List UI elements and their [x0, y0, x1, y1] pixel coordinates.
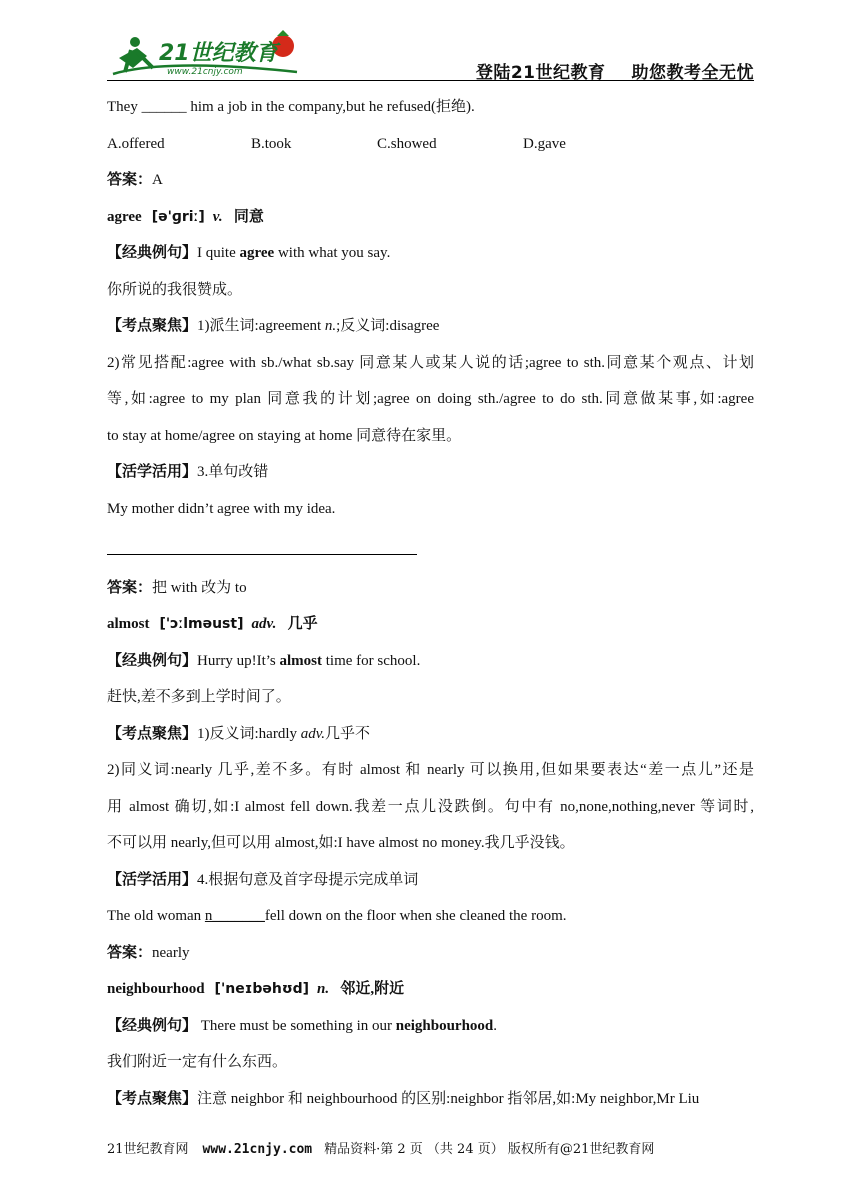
translation-line: 赶快,差不多到上学时间了。: [107, 689, 291, 705]
practice-line: 【活学活用】3.单句改错: [107, 464, 269, 480]
footer-site: 21世纪教育网: [107, 1142, 189, 1157]
footer-info: 精品资料·第 2 页 （共 24 页） 版权所有@21世纪教育网: [324, 1142, 655, 1157]
answer-blank-rule: [107, 540, 417, 555]
fill-in-line: The old woman n_______fell down on the floor when she cleaned the room.: [107, 908, 567, 924]
focus-line: 【考点聚焦】1)派生词:agreement n.;反义词:disagree: [107, 318, 440, 334]
question-line: They ______ him a job in the company,but he refused(拒绝).: [107, 99, 475, 115]
text-line: 不可以用 nearly,但可以用 almost,如:I have almost no money.我几乎没钱。: [107, 835, 575, 851]
options-line: [107, 133, 754, 170]
document-body: [107, 96, 754, 1124]
answer-blank: [107, 540, 754, 577]
text-line: 用 almost 确切,如:I almost fell down.我差一点儿没跌倒。句中有 no,none,nothing,never 等词时,: [107, 798, 754, 815]
slogan-right: 助您教考全无忧: [631, 63, 754, 83]
svg-text:21世纪教育: 21世纪教育: [159, 41, 278, 66]
option-d: D.gave: [523, 135, 566, 152]
translation-line: 我们附近一定有什么东西。: [107, 1054, 288, 1070]
word-entry-neighbourhood: neighbourhood ['neɪbəhʊd] n. 邻近,附近: [107, 981, 405, 997]
slogan-left: 登陆21世纪教育: [475, 63, 606, 83]
text-line: My mother didn’t agree with my idea.: [107, 500, 336, 517]
translation-line: 你所说的我很赞成。: [107, 281, 243, 298]
answer-line: 答案：A: [107, 172, 163, 188]
focus-line: 【考点聚焦】1)反义词:hardly adv.几乎不: [107, 725, 371, 742]
page-footer: [107, 1138, 754, 1157]
svg-text:www.21cnjy.com: www.21cnjy.com: [167, 67, 243, 77]
header-rule: [107, 80, 754, 81]
footer-url[interactable]: www.21cnjy.com: [202, 1142, 313, 1157]
text-line: 2)常见搭配:agree with sb./what sb.say 同意某人或某人说的话;agree to sth.同意某个观点、计划: [107, 354, 754, 371]
text-line: to stay at home/agree on staying at home 同意待在家里。: [107, 427, 462, 444]
answer-line: 答案：把 with 改为 to: [107, 579, 247, 596]
word-entry-agree: agree [ə'ɡriː] v. 同意: [107, 208, 264, 225]
fill-in-blank: n_______: [204, 908, 265, 924]
focus-line: 【考点聚焦】注意 neighbor 和 neighbourhood 的区别:neighbor 指邻居,如:My neighbor,Mr Liu: [107, 1090, 700, 1107]
word-entry-almost: almost ['ɔːlməust] adv. 几乎: [107, 616, 318, 632]
example-line: 【经典例句】Hurry up!It’s almost time for school.: [107, 652, 421, 669]
text-line: 等,如:agree to my plan 同意我的计划;agree on doing sth./agree to do sth.同意做某事,如:agree: [107, 391, 754, 407]
text-line: 2)同义词:nearly 几乎,差不多。有时 almost 和 nearly 可以换用,但如果要表达“差一点儿”还是: [107, 762, 754, 778]
option-a: A.offered: [107, 135, 165, 152]
example-line: 【经典例句】 There must be something in our neighbourhood.: [107, 1017, 498, 1034]
page-header: [107, 28, 754, 82]
option-c: C.showed: [377, 135, 437, 152]
option-b: B.took: [251, 135, 292, 152]
example-line: 【经典例句】I quite agree with what you say.: [107, 245, 391, 261]
21cnjy-logo-icon: [107, 28, 307, 80]
practice-line: 【活学活用】4.根据句意及首字母提示完成单词: [107, 871, 419, 888]
answer-line: 答案：nearly: [107, 944, 190, 961]
